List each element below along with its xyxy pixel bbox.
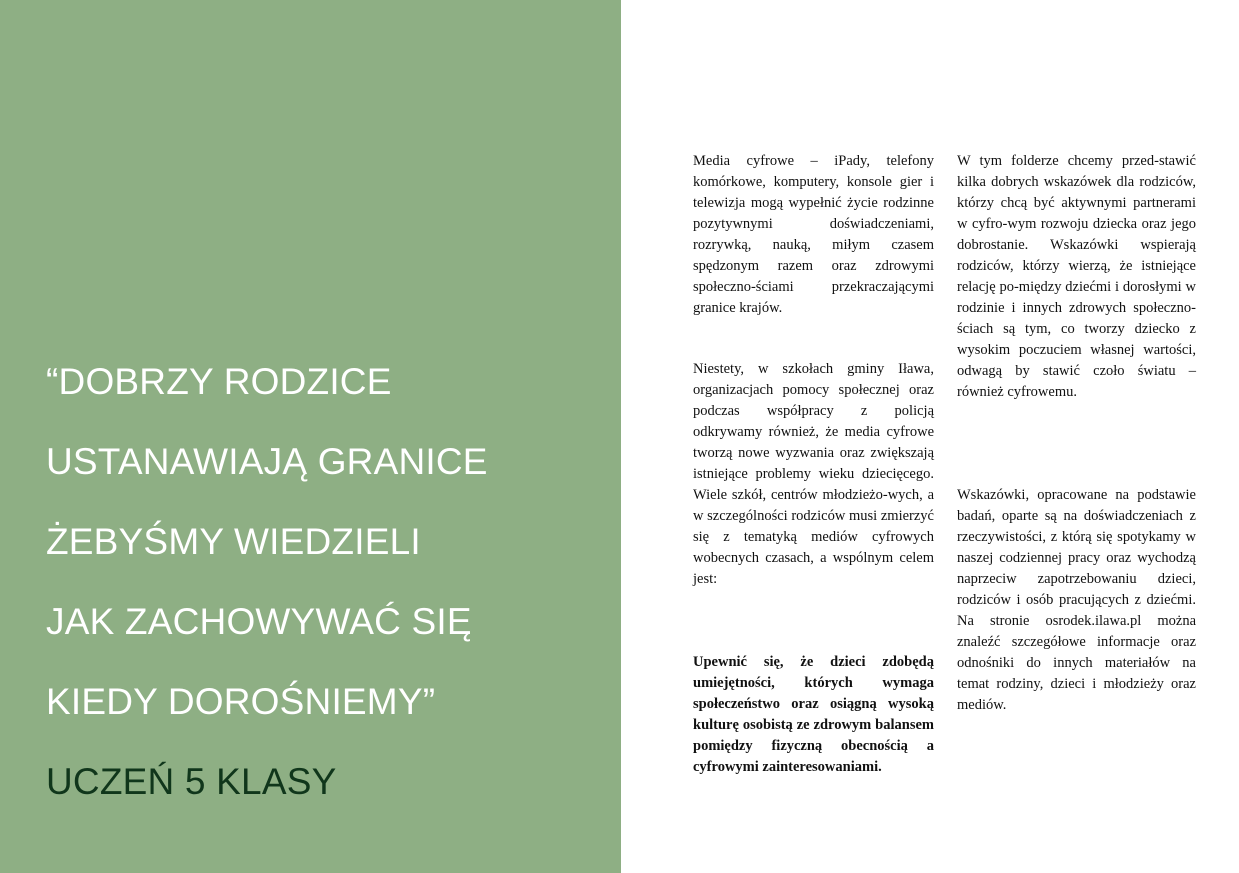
goal-block xyxy=(693,652,934,778)
quote-line-5: KIEDY DOROŚNIEMY” xyxy=(46,681,436,722)
quote-line-3: ŻEBYŚMY WIEDZIELI xyxy=(46,521,421,562)
tips-source-paragraph: Wskazówki, opracowane na podstawie badań, oparte są na doświadczeniach z rzeczywistości, z którą się spotykamy w naszej codziennej pracy oraz wychodzą naprzeciw zapotrzebowaniu dzieci, rodziców i osób pracujących z dziećmi. Na stronie osrodek.ilawa.pl można znaleźć szczegółowe informacje oraz odnośniki do innych materiałów na temat rodziny, dzieci i młodzieży oraz mediów. xyxy=(957,487,1196,713)
left-text-column-second xyxy=(693,359,934,590)
challenges-paragraph: Niestety, w szkołach gminy Iława, organizacjach pomocy społecznej oraz podczas współpracy z policją odkrywamy również, że media cyfrowe tworzą nowe wyzwania oraz zwiększają istniejące problemy wieku dziecięcego. Wiele szkół, centrów młodzieżo-wych, a w szczególności rodziców musi zmierzyć się z tematyką mediów cyfrowych wobecnych czasach, a wspólnym celem jest: xyxy=(693,361,934,587)
quote-line-4: JAK ZACHOWYWAĆ SIĘ xyxy=(46,601,472,642)
goal-paragraph: Upewnić się, że dzieci zdobędą umiejętności, których wymaga społeczeństwo oraz osiągną wysoką kulturę osobistą ze zdrowym balansem pomiędzy fizyczną obecnością a cyfrowymi zainteresowaniami. xyxy=(693,654,934,775)
right-text-column xyxy=(957,151,1196,403)
left-text-column xyxy=(693,151,934,319)
quote-line-1: “DOBRZY RODZICE xyxy=(46,361,392,402)
quote-line-2: USTANAWIAJĄ GRANICE xyxy=(46,441,488,482)
right-text-column-second xyxy=(957,485,1196,716)
quote-author: UCZEŃ 5 KLASY xyxy=(46,761,337,802)
intro-paragraph: Media cyfrowe – iPady, telefony komórkowe, komputery, konsole gier i telewizja mogą wypełnić życie rodzinne pozytywnymi doświadczeniami, rozrywką, nauką, miłym czasem spędzonym razem oraz zdrowymi społeczno-ściami przekraczającymi granice krajów. xyxy=(693,153,934,316)
folder-purpose-paragraph: W tym folderze chcemy przed-stawić kilka dobrych wskazówek dla rodziców, którzy chcą być aktywnymi partnerami w cyfro-wym rozwoju dziecka oraz jego dobrostanie. Wskazówki wspierają rodziców, którzy wierzą, że istniejące relację po-między dziećmi i dorosłymi w rodzinie i innych zdrowych społeczno-ściach są tym, co tworzy dziecko z wysokim poczuciem własnej wartości, odwagą by stawić czoło światu – również cyfrowemu. xyxy=(957,153,1196,400)
